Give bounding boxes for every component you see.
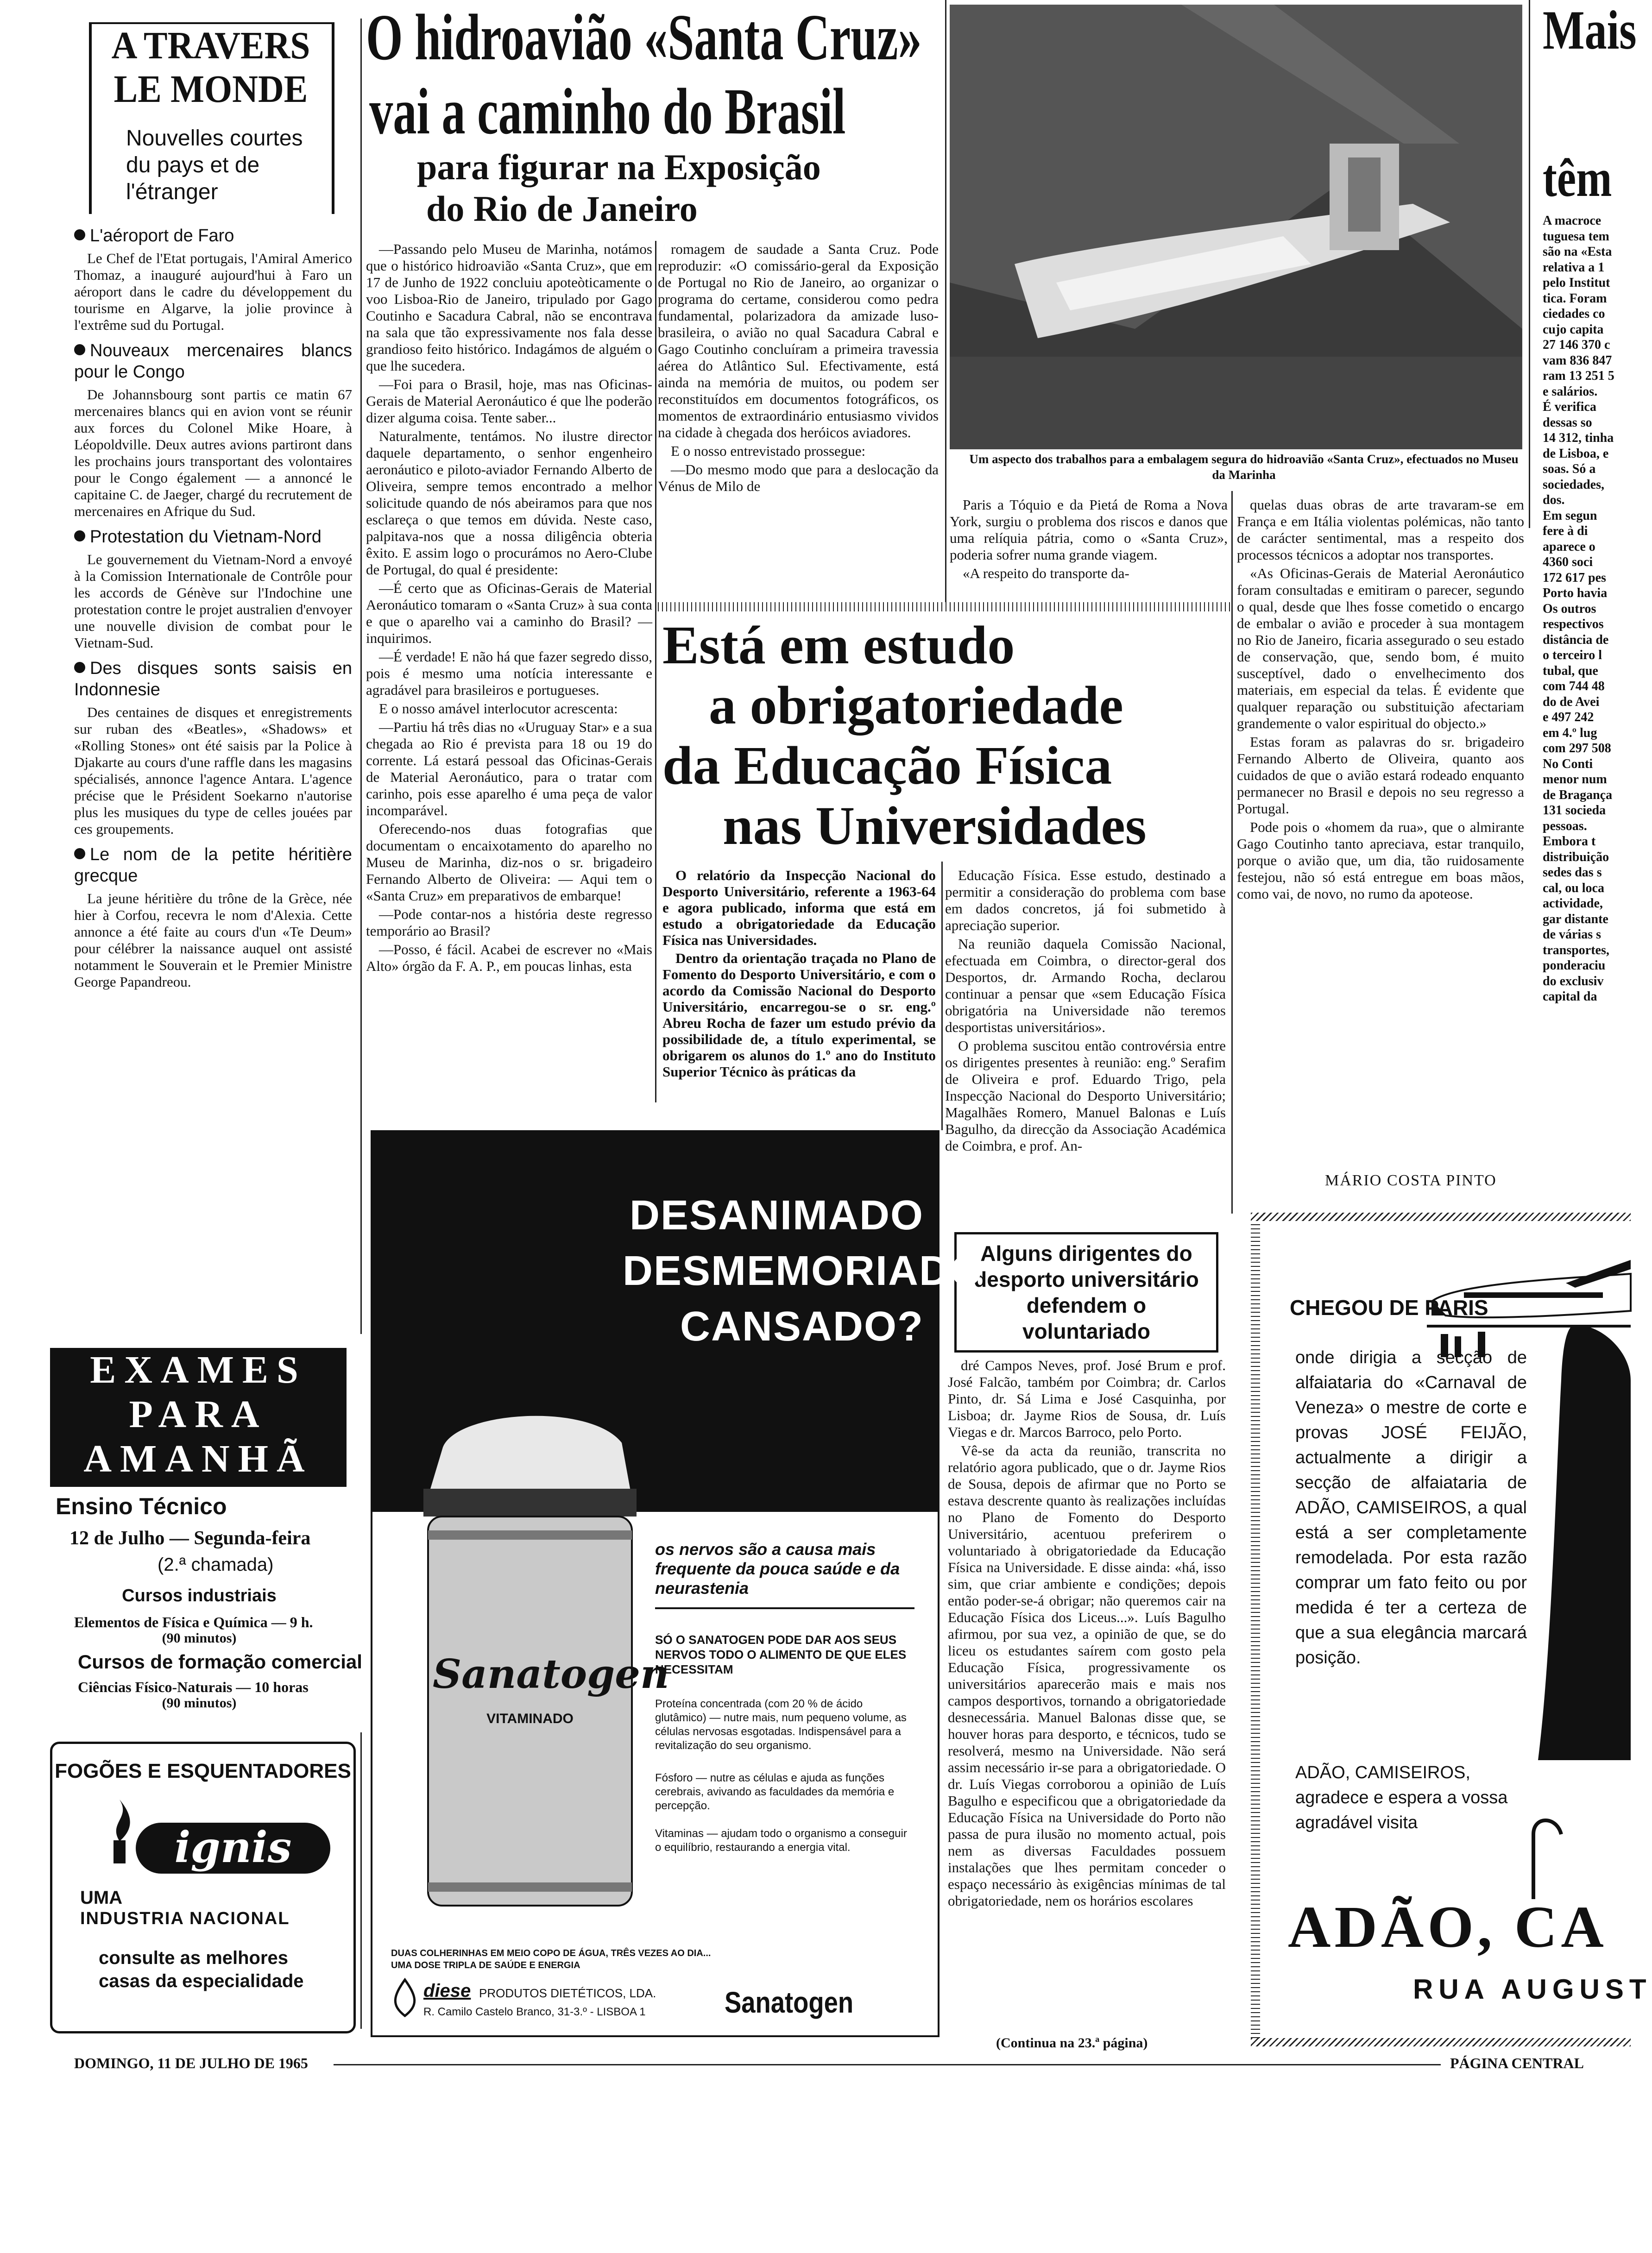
fragment-line: de Bragança xyxy=(1543,787,1613,802)
news-item-body: Le Chef de l'Etat portugais, l'Amiral Americo Thomaz, a inauguré aujourd'hui à Faro un aéroport dans le cadre du développement du tourisme en Algarve, la jolie province à l'extrême sud du Portugal. xyxy=(74,250,352,333)
ad-body: onde dirigia a secção de alfaiataria do «Carnaval de Veneza» o mestre de corte e provas JOSÉ FEIJÃO, actualmente a dirigir a secção de alfaiataria de ADÃO, CAMISEIROS, a qual está a ser completamente remodelada. Por esta razão comprar um fato feito ou por medida é ter a certeza de que a sua elegância marcará posição. xyxy=(1295,1348,1527,1668)
bullet-icon xyxy=(74,229,85,240)
fragment-line: transportes, xyxy=(1543,943,1609,957)
paragraph: Paris a Tóquio e da Pietá de Roma a Nova York, surgiu o problema dos riscos e danos que uma relíquia pátria, como o «Santa Cruz», poderia sofrer numa grande viagem. xyxy=(950,497,1228,563)
main-headline: O hidroavião «Santa Cruz» vai a caminho do Brasil xyxy=(366,0,922,148)
fragment-line: tica. Foram xyxy=(1543,291,1607,306)
column-rule xyxy=(1529,0,1530,528)
fragment-line: relativa a 1 xyxy=(1543,260,1605,275)
ad-body-2: ADÃO, CAMISEIROS, agradece e espera a vossa agradável visita xyxy=(1295,1763,1508,1832)
edu-lead: O relatório da Inspecção Nacional do Desporto Universitário, referente a 1963-64 e agora publicado, informa que está em estudo a obrigatoriedade da Educação Física nas Universidades. Dentro da orientação traçada no Plano de Fomento do Desporto Universitário, e com o acordo da Comissão Nacional do Desporto Universitário, encarregou-se o sr. eng.º Abreu Rocha de fazer um estudo prévio da possibilidade de, a título experimental, se obrigarem os alunos do 1.º ano do Instituto Superior Técnico às práticas da xyxy=(662,867,936,1080)
paragraph: —Posso, é fácil. Acabei de escrever no «Mais Alto» órgão da F. A. P., em poucas linhas, esta xyxy=(366,941,652,974)
exames-cursos-ind: Cursos industriais xyxy=(122,1586,277,1605)
fragment-line: tubal, que xyxy=(1543,663,1598,678)
sanatogen-dose: DUAS COLHERINHAS EM MEIO COPO DE ÁGUA, TRÊS VEZES AO DIA... UMA DOSE TRIPLA DE SAÚDE E ENERGIA xyxy=(391,1948,711,1970)
fragment-line: com 744 48 xyxy=(1543,679,1605,693)
bullet-icon xyxy=(74,662,85,673)
paragraph: Educação Física. Esse estudo, destinado a permitir a consideração do problema com base em dados concretos, já foi submetido à apreciação superior. xyxy=(945,867,1226,933)
fragment-line: vam 836 847 xyxy=(1543,353,1612,368)
paragraph: Pode pois o «homem da rua», que o almirante Gago Coutinho tanto apreciava, estar tranquilo, porque o avião que, um dia, tão ruidosamente festejou, não só está entregue em boas mãos, como vai, de novo, no rumo da apoteose. xyxy=(1237,819,1524,902)
paragraph: romagem de saudade a Santa Cruz. Pode reproduzir: «O comissário-geral da Exposição de Portugal no Rio de Janeiro, ao organizar o programa do certame, considerou como pedra fundamental, polarizadora da amizade luso-brasileira, o avião no qual Sacadura Cabral e Gago Coutinho concluíram a primeira travessia aérea do Atlântico Sul. Efectivamente, está ainda na memória de muitos, ou podem ser reconstituídos em documentos fotográficos, os momentos de extraordinário entusiasmo vividos na cidade à chegada dos heróicos aviadores. xyxy=(658,241,939,441)
paragraph: —Do mesmo modo que para a deslocação da Vénus de Milo de xyxy=(658,461,939,494)
column-rule xyxy=(945,0,946,602)
fragment-line: aparece o xyxy=(1543,539,1595,554)
edu-headline: Está em estudo a obrigatoriedade da Educação Física nas Universidades xyxy=(662,615,1147,856)
ad-chegou: CHEGOU DE PARIS xyxy=(1290,1296,1488,1320)
fragment-line: distância de xyxy=(1543,632,1609,647)
news-item-body: Des centaines de disques et enregistrements sur ruban des «Beatles», «Shadows» et «Rolling Stones» ont été saisis par la Police à Djakarte au cours d'une raffle dans les magasins spécialisés, annonce l'agence Antara. L'agence précise que le Président Soekarno n'autorise plus les musiques du type de celles jouées par ces groupements. xyxy=(74,704,352,837)
fragment-line: A macroce xyxy=(1543,214,1602,228)
bullet-icon xyxy=(74,848,85,859)
footer-page: PÁGINA CENTRAL xyxy=(1450,2055,1584,2071)
fragment-line: pessoas. xyxy=(1543,818,1587,833)
fragment-line: de Lisboa, e xyxy=(1543,446,1609,461)
fragment-line: sedes das s xyxy=(1543,865,1602,880)
column-rule xyxy=(941,862,943,1130)
edu-top-border xyxy=(658,602,1231,611)
fragment-line: Os outros xyxy=(1543,601,1596,616)
right-ad-top-border xyxy=(1251,1213,1631,1221)
fragment-line: 131 socieda xyxy=(1543,803,1606,818)
fragment-line: No Conti xyxy=(1543,756,1593,771)
news-item-heading xyxy=(74,658,352,700)
edu-column-b xyxy=(945,867,1226,1219)
right-column-fragment xyxy=(1543,213,1631,1005)
fragment-line: ciedades co xyxy=(1543,307,1605,321)
exames-ciencias: Ciências Físico-Naturais — 10 horas xyxy=(78,1679,309,1695)
fragment-line: tuguesa tem xyxy=(1543,229,1609,244)
paragraph: —Pode contar-nos a história deste regresso temporário ao Brasil? xyxy=(366,906,652,939)
sanatogen-p2: Fósforo — nutre as células e ajuda as funções cerebrais, avivando as faculdades da memória e percepção. xyxy=(655,1772,895,1812)
news-item-title: L'aéroport de Faro xyxy=(90,226,234,245)
right-ad-left-border xyxy=(1251,1223,1260,2038)
exames-ensino: Ensino Técnico xyxy=(56,1493,227,1519)
fragment-line: soas. Só a xyxy=(1543,462,1596,476)
drop-icon xyxy=(391,1980,419,2017)
sanatogen-jar-label: VITAMINADO xyxy=(486,1711,574,1726)
sanatogen-jar xyxy=(414,1391,669,1929)
exames-cursos-form: Cursos de formação comercial xyxy=(78,1651,362,1673)
fragment-line: distribuição xyxy=(1543,850,1609,864)
news-item-heading xyxy=(74,526,352,548)
bullet-icon xyxy=(74,344,85,355)
fragment-line: Porto havia xyxy=(1543,586,1608,600)
right-headline-top: Mais xyxy=(1543,0,1637,61)
fragment-line: cujo capita xyxy=(1543,322,1604,337)
sanatogen-company: PRODUTOS DIETÉTICOS, LDA. xyxy=(479,1986,656,2000)
fragment-line: dessas so xyxy=(1543,415,1592,430)
photo-hydroplane xyxy=(950,5,1522,449)
sanatogen-headline: DESANIMADO DESMEMORIADO CANSADO? xyxy=(623,1192,984,1350)
bullet-icon xyxy=(74,530,85,541)
fragment-line: ponderaciu xyxy=(1543,958,1606,973)
fragment-line: e salários. xyxy=(1543,384,1598,399)
ad-figure xyxy=(1510,1325,1631,1760)
section-title: A TRAVERS LE MONDE xyxy=(111,24,310,111)
sanatogen-only: SÓ O SANATOGEN PODE DAR AOS SEUS NERVOS TODO O ALIMENTO DE QUE ELES NECESSITAM xyxy=(655,1633,907,1676)
paragraph: Oferecendo-nos duas fotografias que documentam o encaixotamento do aparelho no Museu de Marinha, diz-nos o sr. brigadeiro Fernando Alberto de Oliveira: — Aqui tem o «Santa Cruz» em preparativos de embarque! xyxy=(366,821,652,904)
fragment-line: Em segun xyxy=(1543,508,1597,523)
right-ad-bottom-border xyxy=(1251,2038,1631,2046)
paragraph: —Passando pelo Museu de Marinha, notámos que o histórico hidroavião «Santa Cruz», que em 17 de Junho de 1922 concluiu apoteòticamente o voo Lisboa-Rio de Janeiro, tripulado por Gago Coutinho e Sacadura Cabral, não se encontrava na sala que tão expressivamente nos fala desse grandioso feito histórico. Indagámos de alguém o que lhe sucedera. xyxy=(366,241,652,374)
paragraph: E o nosso entrevistado prossegue: xyxy=(671,443,866,459)
ignis-logo: ignis xyxy=(136,1823,330,1874)
fragment-line: em 4.º lug xyxy=(1543,725,1597,740)
fragment-line: pelo Institut xyxy=(1543,276,1610,290)
paragraph: —É verdade! E não há que fazer segredo disso, pois é mesmo uma notícia interessante e agradável para brasileiros e portugueses. xyxy=(366,648,652,698)
fragment-line: ram 13 251 5 xyxy=(1543,369,1614,383)
paragraph: Naturalmente, tentámos. No ilustre director daquele departamento, o senhor engenheiro aeronáutico e piloto-aviador Fernando Alberto de Oliveira, sempre temos encontrado a melhor solicitude quando de nós abeiramos para que nos esclareça o que temos em dúvida. Neste caso, palpitava-nos que a nossa diligência obteria êxito. E assim logo o procurámos no Aero-Clube de Portugal, do qual é presidente: xyxy=(366,428,652,578)
paragraph: O problema suscitou então controvérsia entre os dirigentes presentes à reunião: eng.º Serafim de Oliveira e prof. Eduardo Trigo, pela Inspecção Nacional do Desporto Universitário; Magalhães Romero, Manuel Balonas e Luís Bagulho, da direcção da Associação Académica de Coimbra, e prof. An- xyxy=(945,1038,1226,1154)
fragment-line: menor num xyxy=(1543,772,1607,787)
main-article-column-4 xyxy=(1237,497,1524,1201)
sanatogen-logo: Sanatogen xyxy=(725,1986,854,2019)
fragment-line: cal, ou loca xyxy=(1543,881,1604,895)
ignis-ad-title: FOGÕES E ESQUENTADORES xyxy=(55,1760,351,1782)
ignis-industria: INDUSTRIA NACIONAL xyxy=(80,1909,290,1928)
fragment-line: gar distante xyxy=(1543,912,1608,926)
paragraph: —Foi para o Brasil, hoje, mas nas Oficinas-Gerais de Material Aeronáutico é que lhe poderão dizer alguma coisa. Tente saber... xyxy=(366,376,652,426)
paragraph: Estas foram as palavras do sr. brigadeiro Fernando Alberto de Oliveira, quanto aos cuidados de que o avião estará rodeado enquanto permanecer no Brasil e depois no seu regresso a Portugal. xyxy=(1237,734,1524,817)
fragment-line: 27 146 370 c xyxy=(1543,338,1610,352)
fragment-line: fere à di xyxy=(1543,524,1588,538)
exames-chamada: (2.ª chamada) xyxy=(158,1554,274,1575)
footer-rule xyxy=(334,2064,1441,2065)
fragment-line: são na «Esta xyxy=(1543,245,1612,259)
paragraph: E o nosso amável interlocutor acrescenta: xyxy=(379,700,618,717)
news-item-body: La jeune héritière du trône de la Grèce, née hier à Corfou, recevra le nom d'Alexia. Cette annonce a été faite au cours d'un «Te Deum» pour célébrer la naissance auquel ont assisté notamment le Souverain et le Premier Ministre George Papandreou. xyxy=(74,890,352,990)
exames-elementos: Elementos de Física e Química — 9 h. xyxy=(74,1614,313,1630)
paragraph: dré Campos Neves, prof. José Brum e prof. José Falcão, também por Coimbra; dr. Carlos Pinto, dr. Sá Lima e José Casquinha, por Lisboa; dr. Jayme Rios de Sousa, dr. Luís Viegas e dr. Marcos Barroco, pelo Porto. xyxy=(948,1357,1226,1440)
edu-box: Alguns dirigentes do desporto universitário defendem o voluntariado xyxy=(954,1232,1218,1353)
news-item-title: Le nom de la petite héritière grecque xyxy=(74,845,352,886)
ad-brand: ADÃO, CA xyxy=(1288,1894,1608,1960)
footer-date: DOMINGO, 11 DE JULHO DE 1965 xyxy=(74,2055,308,2071)
main-article-column-1 xyxy=(366,241,652,1181)
ad-street: RUA AUGUST xyxy=(1413,1974,1652,2005)
sanatogen-company-logo: diese xyxy=(423,1981,471,2001)
section-subtitle: Nouvelles courtes du pays et de l'étranger xyxy=(126,126,303,204)
exames-min2: (90 minutos) xyxy=(162,1695,237,1711)
fragment-line: 14 312, tinha xyxy=(1543,431,1614,445)
left-news-column xyxy=(74,220,352,1323)
fragment-line: o terceiro l xyxy=(1543,648,1602,662)
sanatogen-tag: os nervos são a causa mais frequente da pouca saúde e da neurastenia xyxy=(655,1540,914,1609)
sanatogen-p3: Vitaminas — ajudam todo o organismo a conseguir o equilíbrio, restaurando a energia vital. xyxy=(655,1827,907,1854)
ignis-ad xyxy=(50,1742,356,2033)
fragment-line: 4360 soci xyxy=(1543,555,1593,569)
sanatogen-jar-brand: Sanatogen xyxy=(433,1651,669,1698)
fragment-line: respectivos xyxy=(1543,617,1604,631)
paragraph: Vê-se da acta da reunião, transcrita no relatório agora publicado, que o dr. Jayme Rios de Sousa, depois de afirmar que no Porto se estava descrente quanto às realizações incluídas no Plano de Fomento do Desporto Universitário, acentuou preferirem o voluntariado à obrigatoriedade da Educação Física na Universidade. E disse ainda: «há, isso sim, que criar ambiente e condições; depois então poder-se-á obrigar; não queremos cair na Educação Física dos Liceus...». Luís Bagulho afirmou, por sua vez, a opinião de que, se do liceu os estudantes saírem com gosto pela Educação Física, progressivamente os universitários aparecerão mais e mais nos campos desportivos, tornando a obrigatoriedade desnecessária. Manuel Balonas disse que, se houver horas para desporto, e técnicos, tudo se resolverá, mesmo na Universidade. Não será assim necessário ir-se para a obrigatoriedade. O dr. Luís Viegas corroborou a opinião de Luís Bagulho e especificou que a obrigatoriedade da Educação Física na Universidade do Porto não passa de pura ilusão no momento actual, pois nem as diversas Faculdades possuem instalações que lhes permitam conceder o espaço necessário às exigências mínimas de tal obrigatoriedade, nem os horários escolares xyxy=(948,1442,1226,1909)
fragment-line: do de Avei xyxy=(1543,694,1600,709)
edu-column-c xyxy=(948,1357,1226,2024)
edu-continua: (Continua na 23.ª página) xyxy=(996,2035,1148,2051)
ignis-casas: casas da especialidade xyxy=(99,1971,304,1991)
right-headline-2: têm xyxy=(1543,149,1612,208)
sanatogen-address: R. Camilo Castelo Branco, 31-3.º - LISBOA 1 xyxy=(423,2006,646,2018)
fragment-line: 172 617 pes xyxy=(1543,570,1606,585)
sanatogen-p1: Proteína concentrada (com 20 % de ácido glutâmico) — nutre mais, num pequeno volume, as células nervosas esgotadas. Indispensável para a revitalização do seu organismo. xyxy=(655,1698,907,1752)
news-item-heading xyxy=(74,844,352,887)
main-subheadline: para figurar na Exposição do Rio de Janeiro xyxy=(417,147,821,229)
news-item-title: Protestation du Vietnam-Nord xyxy=(90,527,322,547)
paragraph: Na reunião daquela Comissão Nacional, efectuada em Coimbra, o director-geral dos Desportos, dr. Armando Rocha, declarou continuar a pensar que «sem Educação Física obrigatória na Universidade não teremos desportistas universitários». xyxy=(945,936,1226,1035)
fragment-line: sociedades, xyxy=(1543,477,1604,492)
ad-umbrella-icon xyxy=(1515,1806,1631,1899)
column-rule xyxy=(655,241,656,1102)
exames-banner: EXAMES PARA AMANHÃ xyxy=(50,1348,347,1487)
fragment-line: e 497 242 xyxy=(1543,710,1594,724)
fragment-line: com 297 508 xyxy=(1543,741,1611,755)
article-author: MÁRIO COSTA PINTO xyxy=(1325,1172,1497,1189)
exames-date: 12 de Julho — Segunda-feira xyxy=(69,1528,311,1549)
paragraph: quelas duas obras de arte travaram-se em França e em Itália violentas polémicas, não tanto de carácter sentimental, mas a respeito dos processos técnicos a adoptar nos transportes. xyxy=(1237,497,1524,563)
news-item-heading xyxy=(74,225,352,246)
fragment-line: dos. xyxy=(1543,493,1565,507)
paragraph: —Partiu há três dias no «Uruguay Star» e a sua chegada ao Rio é prevista para 18 ou 19 do corrente. Lá estará pessoal das Oficinas-Gerais de Material Aeronáutico, para o tratar com carinho, pois esse aparelho é uma peça de valor incomparável. xyxy=(366,719,652,818)
photo-caption: Um aspecto dos trabalhos para a embalagem segura do hidroavião «Santa Cruz», efectuados no Museu da Marinha xyxy=(969,452,1519,482)
paragraph: «As Oficinas-Gerais de Material Aeronáutico foram consultadas e emitiram o parecer, segundo o qual, desde que lhes fosse cometido o encargo de embalar o avião e proceder à sua montagem no Rio de Janeiro, ficaria assegurado o seu estado de conservação, que, sendo bom, é muito susceptível, dado o envelhecimento dos materiais, em especial da telas. É evidente que qualquer reparação ou substituição afectariam grandemente o valor espiritual do objecto.» xyxy=(1237,565,1524,731)
news-item-body: De Johannsbourg sont partis ce matin 67 mercenaires blancs qui en avion vont se réunir aux forces du Colonel Mike Hoare, à Léopoldville. Deux autres avions partiront dans les prochains jours transportant des volontaires pour le Congo également — a annoncé le capitaine C. de Jaeger, chargé du recrutement de mercenaires en Afrique du Sud. xyxy=(74,386,352,519)
fragment-line: É verifica xyxy=(1543,400,1596,414)
fragment-line: Embora t xyxy=(1543,834,1596,849)
paragraph: —É certo que as Oficinas-Gerais de Material Aeronáutico tomaram o «Santa Cruz» à sua conta e que o aparelho vai a caminho do Brasil? — inquirimos. xyxy=(366,580,652,646)
exames-min1: (90 minutos) xyxy=(162,1630,237,1646)
news-item-heading xyxy=(74,340,352,383)
ignis-uma: UMA xyxy=(80,1888,123,1908)
news-item-title: Des disques sonts saisis en Indonnesie xyxy=(74,659,352,699)
ignis-consulte: consulte as melhores xyxy=(99,1948,289,1968)
flame-icon xyxy=(103,1800,136,1864)
main-article-column-2 xyxy=(658,241,939,639)
sanatogen-ad xyxy=(371,1130,984,2037)
fragment-line: do exclusiv xyxy=(1543,974,1604,988)
news-item-title: Nouveaux mercenaires blancs pour le Congo xyxy=(74,341,352,382)
fragment-line: de várias s xyxy=(1543,927,1601,942)
paragraph: «A respeito do transporte da- xyxy=(963,565,1129,581)
news-item-body: Le gouvernement du Vietnam-Nord a envoyé à la Comission Internationale de Contrôle pour les accords de Génève sur l'Indochine une protestation contre le projet australien d'envoyer une nouvelle division de combat pour le Vietnam-Sud. xyxy=(74,551,352,651)
main-article-column-3 xyxy=(950,497,1228,581)
fragment-line: actividade, xyxy=(1543,896,1603,911)
column-rule xyxy=(360,19,362,1334)
fragment-line: capital da xyxy=(1543,989,1597,1004)
column-rule xyxy=(360,1732,362,2029)
